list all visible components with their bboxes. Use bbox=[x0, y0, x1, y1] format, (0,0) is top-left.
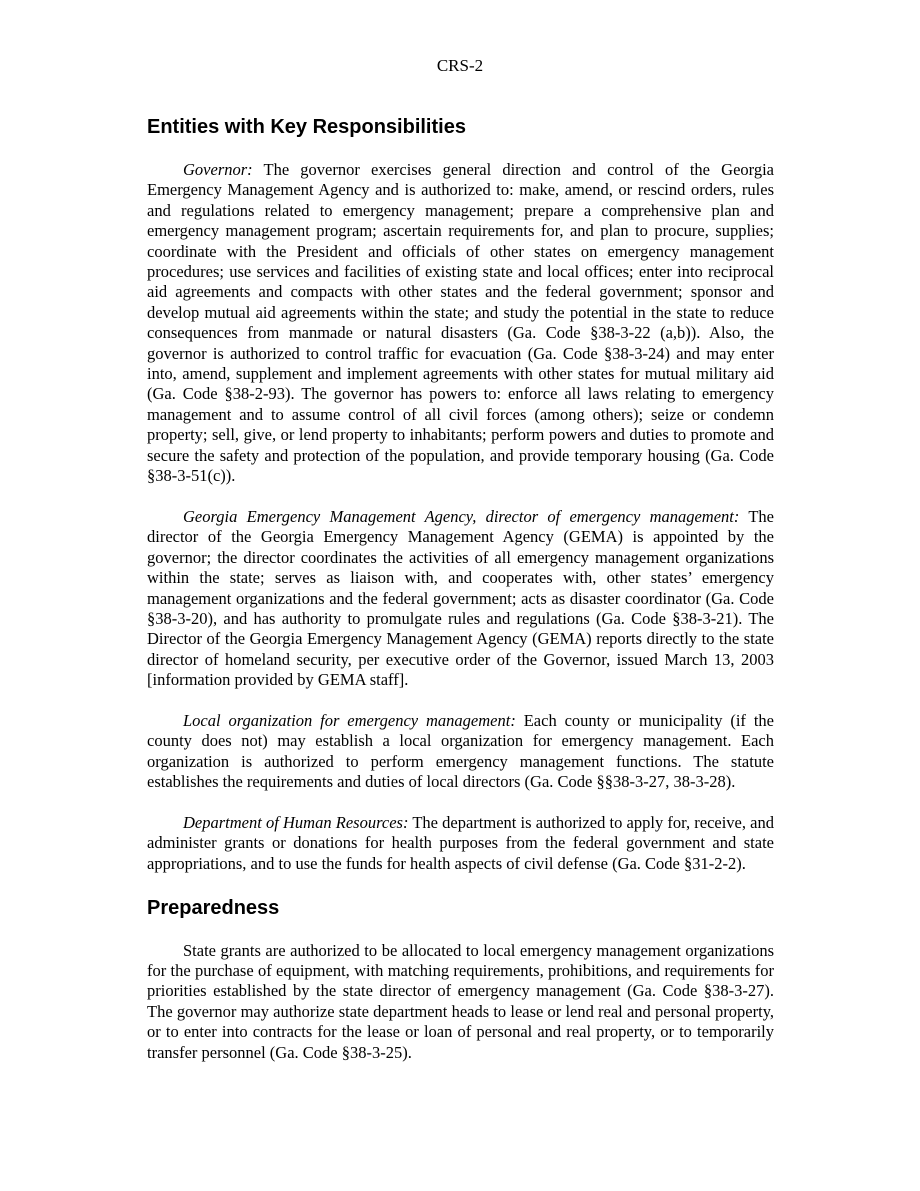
paragraph-preparedness: State grants are authorized to be allocated to local emergency management organizations for the purchase of equipment, with matching requirements, prohibitions, and requirements for priorities established by the state director of emergency management (Ga. Code §38-3-27). The governor may authorize state department heads to lease or lend real and personal property, or to enter into contracts for the lease or loan of personal and real property, or to temporarily transfer personnel (Ga. Code §38-3-25). bbox=[147, 940, 774, 1062]
page-number-header: CRS-2 bbox=[436, 56, 484, 75]
paragraph-text-human-resources: The department is authorized to apply for, receive, and administer grants or donations for health purposes from the federal government and state appropriations, and to use the funds for health aspects of civil defense (Ga. Code §31-2-2). bbox=[147, 812, 774, 873]
section-heading-entities: Entities with Key Responsibilities bbox=[147, 116, 466, 138]
paragraph-text-governor: The governor exercises general direction and control of the Georgia Emergency Management Agency and is authorized to: make, amend, or rescind orders, rules and regulations related to emergency management; prepare a comprehensive plan and emergency management program; ascertain requirements for, and plan to procure, supplies; coordinate with the President and officials of other states on emergency management procedures; use services and facilities of existing state and local offices; enter into reciprocal aid agreements and compacts with other states and the federal government; sponsor and develop mutual aid agreements within the state; and study the potential in the state to reduce consequences from manmade or natural disasters (Ga. Code §38-3-22 (a,b)). Also, the governor is authorized to control traffic for evacuation (Ga. Code §38-3-24) and may enter into, amend, supplement and implement agreements with other states for mutual military aid (Ga. Code §38-2-93). The governor has powers to: enforce all laws relating to emergency management and to assume control of all civil forces (among others); seize or condemn property; sell, give, or lend property to inhabitants; perform powers and duties to promote and secure the safety and protection of the population, and provide temporary housing (Ga. Code §38-3-51(c)). bbox=[147, 160, 774, 486]
paragraph-text-gema: The director of the Georgia Emergency Management Agency (GEMA) is appointed by the governor; the director coordinates the activities of all emergency management organizations within the state; serves as liaison with, and cooperates with, other states’ emergency management organizations and the federal government; acts as disaster coordinator (Ga. Code §38-3-20), and has authority to promulgate rules and regulations (Ga. Code §38-3-21). The Director of the Georgia Emergency Management Agency (GEMA) reports directly to the state director of homeland security, per executive order of the Governor, issued March 13, 2003 [information provided by GEMA staff]. bbox=[147, 506, 774, 690]
paragraph-human-resources bbox=[147, 813, 774, 874]
section-heading-preparedness: Preparedness bbox=[147, 896, 280, 919]
paragraph-gema bbox=[147, 507, 774, 691]
paragraph-local-organization bbox=[147, 711, 774, 793]
document-body bbox=[147, 114, 774, 1063]
paragraph-governor bbox=[147, 160, 774, 487]
paragraph-lead-local-organization: Local organization for emergency management: bbox=[183, 710, 516, 730]
paragraph-lead-human-resources: Department of Human Resources: bbox=[183, 812, 409, 832]
paragraph-lead-governor: Governor: bbox=[183, 160, 253, 179]
paragraph-text-local-organization: Each county or municipality (if the county does not) may establish a local organization for emergency management. Each organization is authorized to perform emergency management functions. The statute establishes the requirements and duties of local directors (Ga. Code §§38-3-27, 38-3-28). bbox=[147, 710, 774, 792]
paragraph-lead-gema: Georgia Emergency Management Agency, director of emergency management: bbox=[183, 506, 740, 526]
